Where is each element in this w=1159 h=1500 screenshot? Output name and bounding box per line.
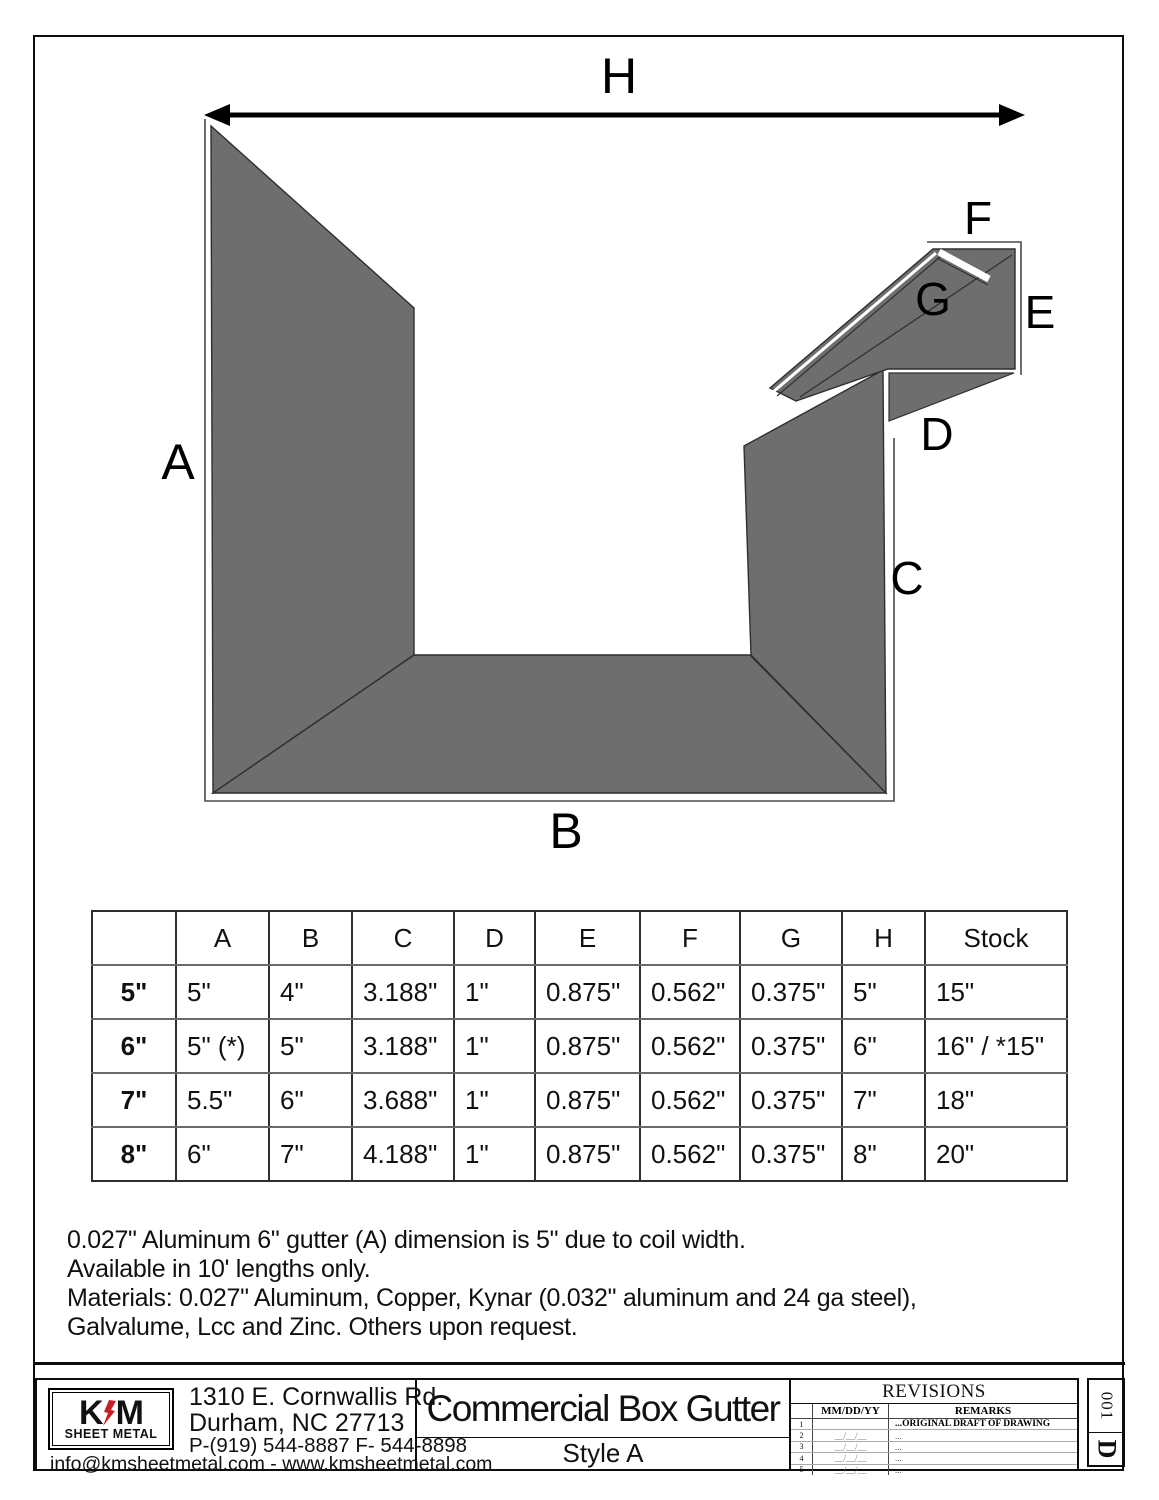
drawing-title: Commercial Box Gutter: [417, 1380, 789, 1438]
sheet-letter-cell: [1089, 1433, 1123, 1465]
cell: 3.188": [352, 965, 454, 1019]
header-cell: H: [842, 911, 925, 965]
cell: 0.875": [535, 1019, 640, 1073]
label-d: D: [920, 408, 954, 460]
revision-remark: ...: [895, 1430, 902, 1441]
cell: 0.562": [640, 1073, 740, 1127]
cell: 6": [842, 1019, 925, 1073]
sheet-letter: D: [1092, 1439, 1121, 1459]
km-logo: [48, 1388, 174, 1450]
revision-date: [813, 1419, 889, 1429]
row-label: 6": [92, 1019, 176, 1073]
cell: 0.375": [740, 1073, 842, 1127]
revision-date: __/__/__: [813, 1442, 889, 1452]
cell: 1": [454, 1019, 535, 1073]
label-a: A: [161, 434, 195, 490]
revision-date: __/__/__: [813, 1465, 889, 1475]
title-block: [35, 1378, 1079, 1475]
revision-remark: ...: [895, 1441, 902, 1452]
address-line-2: Durham, NC 27713: [189, 1409, 405, 1437]
cell: 4.188": [352, 1127, 454, 1181]
cell: 6": [176, 1127, 269, 1181]
revision-date: __/__/__: [813, 1453, 889, 1463]
note-line: Galvalume, Lcc and Zinc. Others upon request.: [67, 1313, 578, 1341]
header-cell: D: [454, 911, 535, 965]
revision-num: 3: [791, 1442, 813, 1452]
revision-date: __/__/__: [813, 1430, 889, 1440]
label-e: E: [1024, 286, 1056, 338]
revisions-subheader: [791, 1404, 1077, 1419]
row-label: 7": [92, 1073, 176, 1127]
km-logo-letters: [79, 1393, 143, 1432]
company-cell: [37, 1380, 493, 1475]
cell: 0.875": [535, 1073, 640, 1127]
logo-subtitle: SHEET METAL: [64, 1426, 158, 1441]
note-line: 0.027" Aluminum 6" gutter (A) dimension is 5" due to coil width.: [67, 1226, 746, 1254]
revisions-heading: REVISIONS: [791, 1380, 1077, 1404]
sheet-number: 001: [1097, 1391, 1116, 1421]
note-line: Available in 10' lengths only.: [67, 1255, 371, 1283]
row-label: 5": [92, 965, 176, 1019]
table-row: [92, 965, 1067, 1019]
cell: 20": [925, 1127, 1067, 1181]
drawing-style: Style A: [562, 1438, 644, 1468]
header-cell: G: [740, 911, 842, 965]
cell: 6": [269, 1073, 352, 1127]
label-g: G: [915, 273, 951, 325]
header-cell: B: [269, 911, 352, 965]
email-web: info@kmsheetmetal.com - www.kmsheetmetal.com: [50, 1452, 493, 1475]
title-block-divider-rule: [33, 1362, 1125, 1365]
revisions-num-col: [791, 1404, 813, 1418]
label-b: B: [549, 803, 583, 859]
cell: 15": [925, 965, 1067, 1019]
logo-letter-k: K: [79, 1393, 103, 1432]
header-cell: F: [640, 911, 740, 965]
table-row: [92, 1019, 1067, 1073]
cell: 16" / *15": [925, 1019, 1067, 1073]
cell: 0.875": [535, 965, 640, 1019]
label-f: F: [963, 192, 993, 244]
revisions-table: [791, 1380, 1077, 1475]
revision-num: 4: [791, 1453, 813, 1463]
header-cell: C: [352, 911, 454, 965]
cell: 1": [454, 1073, 535, 1127]
logo-letter-m: M: [115, 1393, 143, 1432]
table-header-row: [92, 911, 1067, 965]
revision-row: [791, 1430, 1077, 1441]
cell: 0.375": [740, 965, 842, 1019]
cell: 7": [842, 1073, 925, 1127]
cell: 7": [269, 1127, 352, 1181]
header-cell: [92, 911, 176, 965]
note-line: Materials: 0.027" Aluminum, Copper, Kynar (0.032" aluminum and 24 ga steel),: [67, 1284, 917, 1312]
cell: 1": [454, 965, 535, 1019]
cell: 5.5": [176, 1073, 269, 1127]
phone-fax: P-(919) 544-8887 F- 544-8898: [189, 1434, 468, 1457]
header-cell: E: [535, 911, 640, 965]
revision-row: [791, 1419, 1077, 1430]
cell: 8": [842, 1127, 925, 1181]
revision-remark: ...ORIGINAL DRAFT OF DRAWING: [895, 1419, 1051, 1430]
cell: 5" (*): [176, 1019, 269, 1073]
revision-num: 5: [791, 1465, 813, 1475]
cell: 0.562": [640, 1127, 740, 1181]
revision-row: [791, 1453, 1077, 1464]
label-h: H: [600, 48, 638, 104]
logo-lightning-icon: [102, 1399, 117, 1427]
row-label: 8": [92, 1127, 176, 1181]
h-dimension-arrow: [204, 104, 1025, 126]
table-row: [92, 1073, 1067, 1127]
cell: 18": [925, 1073, 1067, 1127]
sheet-number-cell: [1089, 1380, 1123, 1433]
cell: 3.188": [352, 1019, 454, 1073]
km-logo-inner: [52, 1392, 170, 1446]
label-c: C: [890, 552, 924, 604]
revisions-remarks-col: REMARKS: [954, 1405, 1012, 1417]
header-cell: A: [176, 911, 269, 965]
revision-num: 1: [791, 1419, 813, 1429]
cell: 5": [176, 965, 269, 1019]
header-cell: Stock: [925, 911, 1067, 965]
address-line-1: 1310 E. Cornwallis Rd.: [189, 1383, 444, 1411]
cell: 0.562": [640, 965, 740, 1019]
table-row: [92, 1127, 1067, 1181]
cell: 5": [842, 965, 925, 1019]
revision-row: [791, 1465, 1077, 1475]
material-notes: [67, 1226, 917, 1342]
revision-num: 2: [791, 1430, 813, 1440]
cell: 5": [269, 1019, 352, 1073]
cell: 0.562": [640, 1019, 740, 1073]
cell: 0.875": [535, 1127, 640, 1181]
dimension-spec-table: [91, 910, 1068, 1182]
revision-remark: ...: [895, 1464, 902, 1475]
cell: 0.375": [740, 1127, 842, 1181]
cell: 1": [454, 1127, 535, 1181]
cell: 4": [269, 965, 352, 1019]
sheet-id-box: [1087, 1378, 1125, 1467]
drawing-title-cell: [417, 1380, 791, 1469]
cell: 0.375": [740, 1019, 842, 1073]
revision-remark: ...: [895, 1453, 902, 1464]
cell: 3.688": [352, 1073, 454, 1127]
revision-row: [791, 1442, 1077, 1453]
revisions-date-col: MM/DD/YY: [813, 1404, 889, 1418]
